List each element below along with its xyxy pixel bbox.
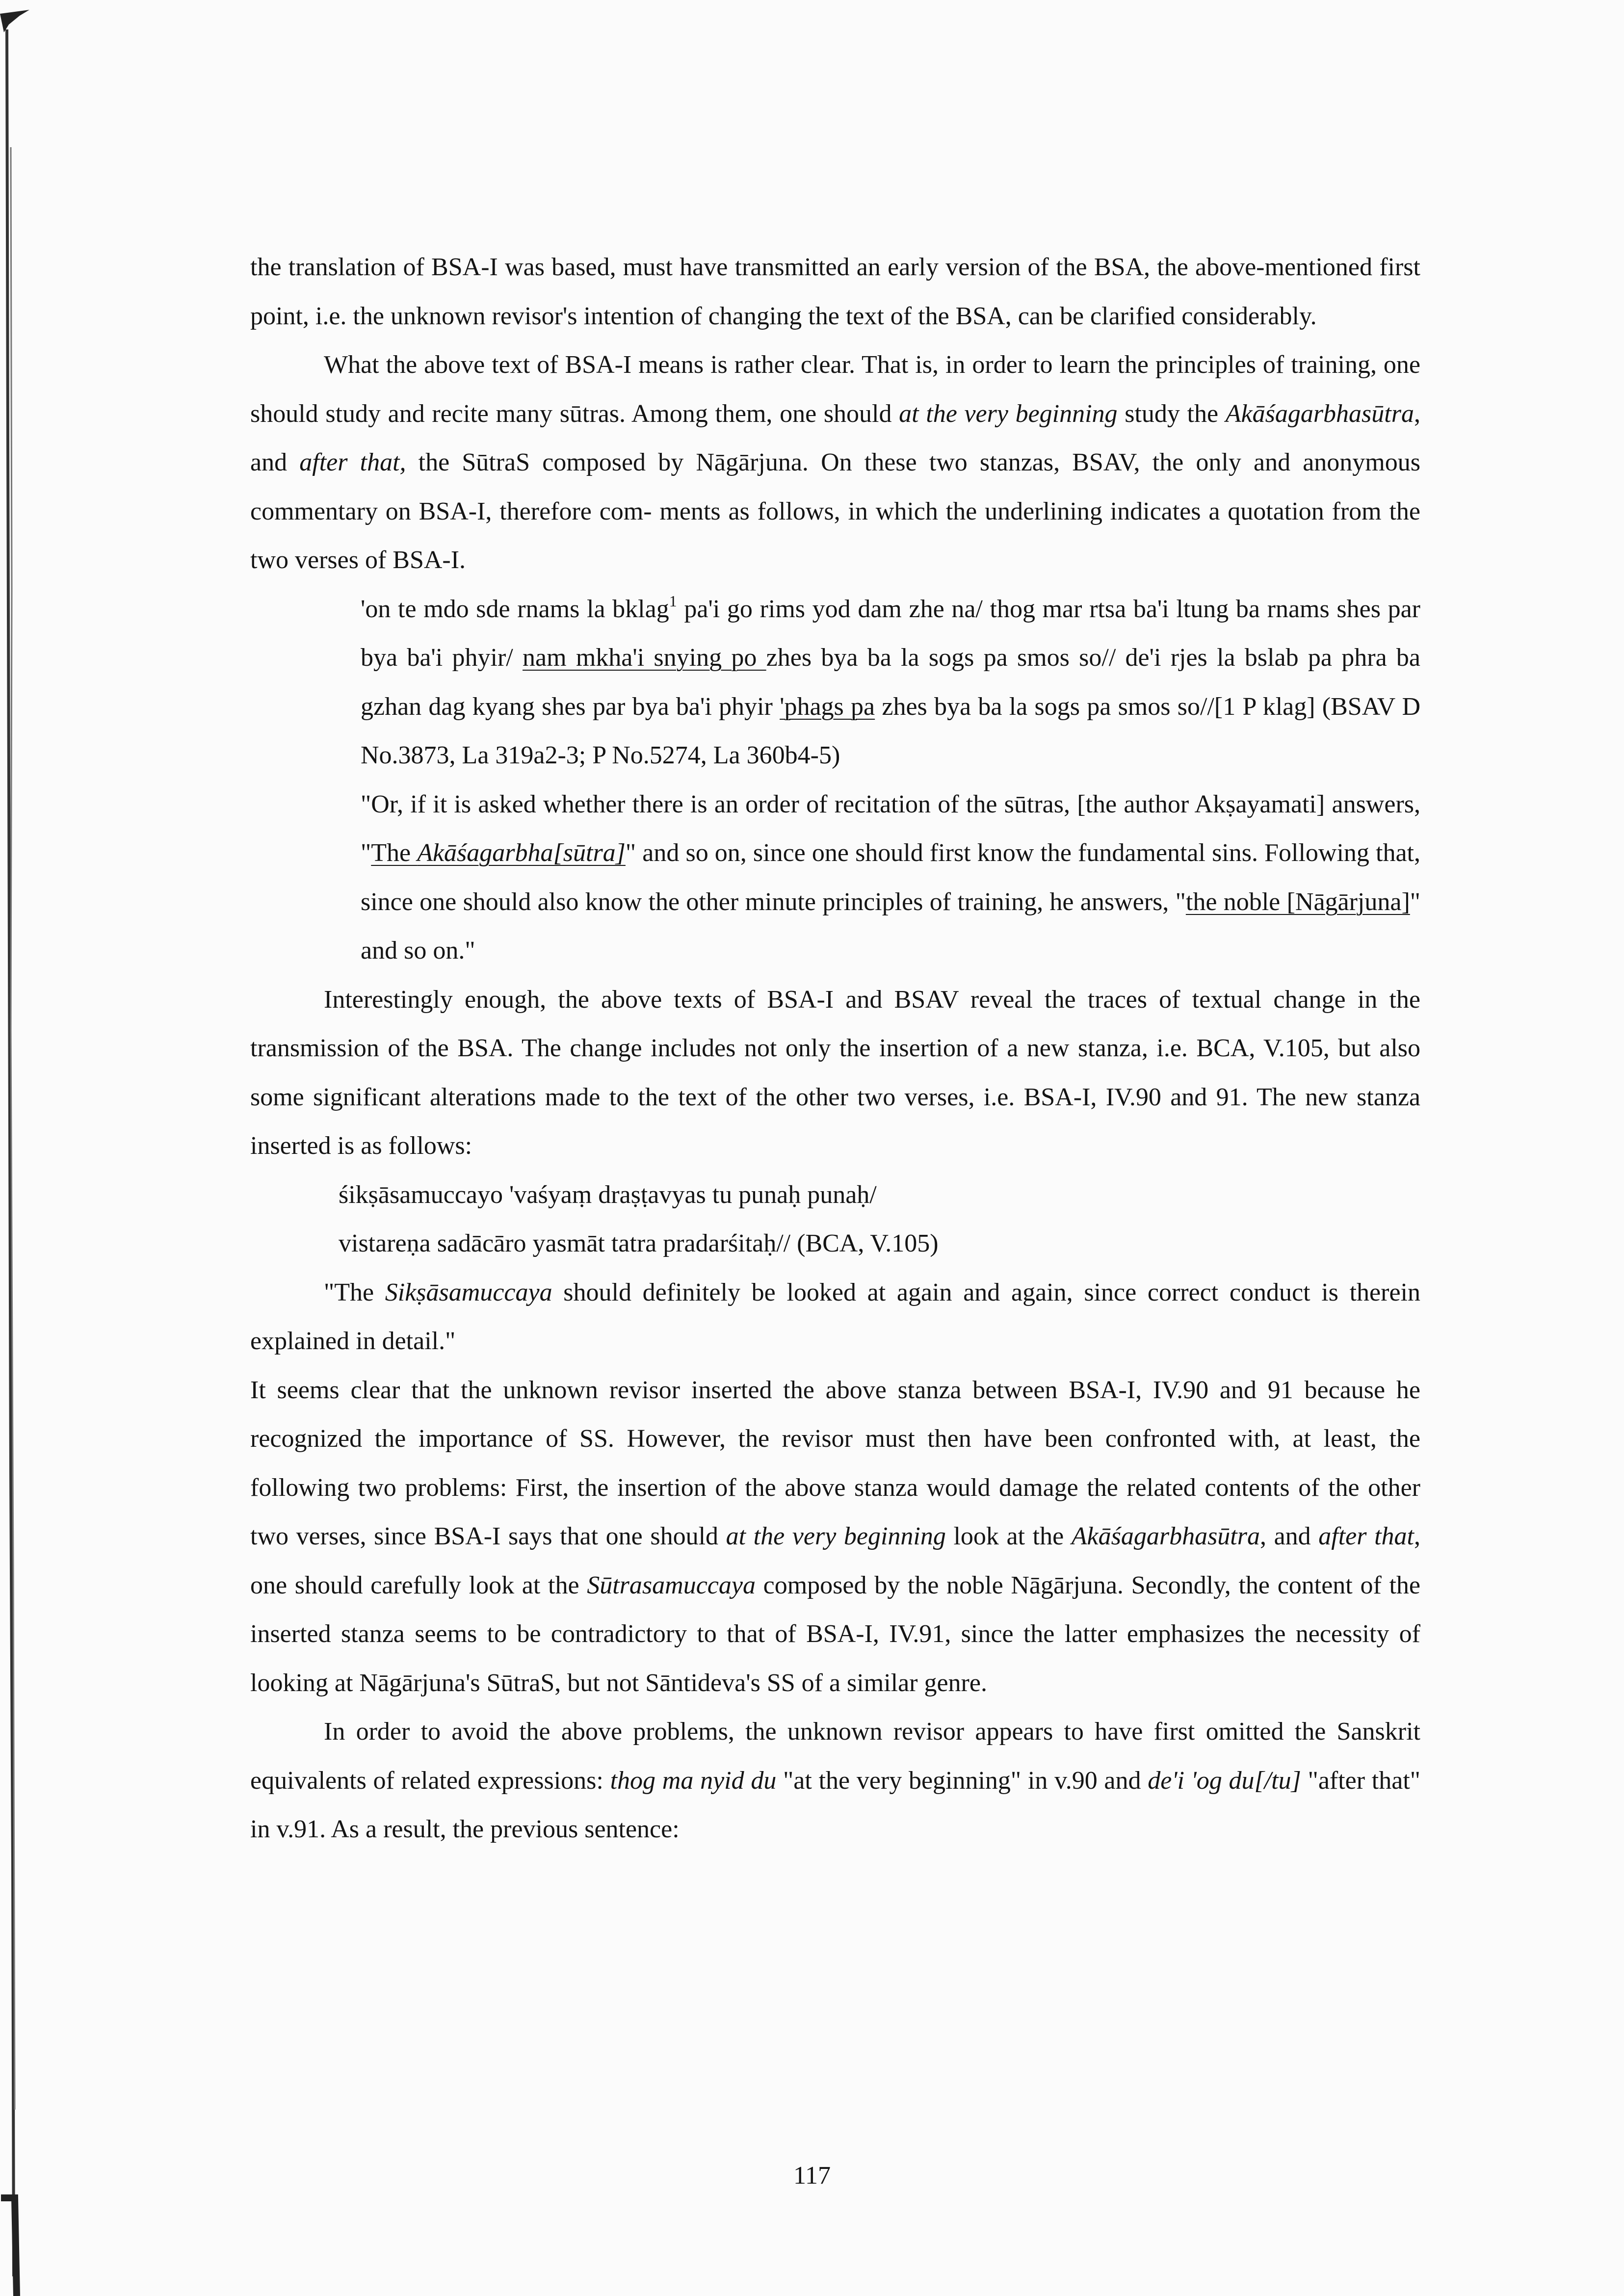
text-run: study the bbox=[1117, 399, 1226, 428]
text-run: " and so on, since one should first know the fundamental sins. Following that, since one should also know the other minute principles of training, he answers, " bbox=[361, 839, 1421, 916]
text-run: What the above text of BSA-I means is rather clear. That is, in order to learn the principles of training, one should study and recite many sūtras. Among them, one should bbox=[250, 351, 1420, 428]
text-run: "The bbox=[324, 1278, 385, 1306]
text-run: " and so on." bbox=[361, 887, 1421, 965]
text-run: It seems clear that the unknown revisor inserted the above stanza between BSA-I, IV.90 and 91 because he recognized the importance of SS. However, the revisor must then have been confronted with, at least, the following two problems: First, the insertion of the above stanza would damage the related contents of the other two verses, since BSA-I says that one should bbox=[250, 1376, 1420, 1550]
quoted-underline: 'phags pa bbox=[780, 692, 875, 721]
text-run: "Or, if it is asked whether there is an order of recitation of the sūtras, [the author Akṣayamati] answers, " bbox=[361, 790, 1420, 867]
stanza-text bbox=[339, 1229, 939, 1257]
scan-corner-mark bbox=[0, 5, 34, 34]
text-run: after that bbox=[1318, 1522, 1414, 1550]
quoted-underline: nam mkha'i snying po bbox=[523, 644, 766, 672]
text-run: composed by the noble Nāgārjuna. Secondly, the content of the inserted stanza seems to be contradictory to that of BSA-I, IV.91, since the latter emphasizes the necessity of looking at Nāgārjuna's SūtraS, but not Sāntideva's SS of a similar genre. bbox=[250, 1571, 1420, 1697]
text-run: zhes bya ba la sogs pa smos so// de'i rjes la bslab pa phra ba gzhan dag kyang shes par bya ba'i phyir bbox=[361, 644, 1421, 721]
sanskrit-stanza-line-1 bbox=[250, 1171, 1420, 1220]
quoted-underline: Akāśagarbha[sūtra] bbox=[417, 839, 626, 867]
quotation-translation bbox=[250, 780, 1420, 975]
text-run: de'i 'og du[/tu] bbox=[1148, 1766, 1301, 1795]
paragraph-text bbox=[361, 592, 1421, 770]
text-run: thog ma nyid du bbox=[610, 1766, 777, 1795]
stanza-text bbox=[339, 1181, 877, 1209]
scanned-binding-edge bbox=[0, 0, 29, 2296]
page-body bbox=[250, 243, 1420, 1854]
text-run: "at the very beginning" in v.90 and bbox=[776, 1766, 1148, 1795]
paragraph-1 bbox=[250, 243, 1420, 340]
text-run: Akāśagarbhasūtra bbox=[1071, 1522, 1260, 1550]
paragraph-5 bbox=[250, 975, 1420, 1171]
text-run: at the very beginning bbox=[726, 1522, 946, 1550]
paragraph-text bbox=[250, 986, 1420, 1160]
footnote-marker: 1 bbox=[669, 592, 677, 610]
text-run: the SūtraS composed by Nāgārjuna. On these two stanzas, BSAV, the only and anonymous commentary on BSA-I, therefore com- ments as follows, in which the underlining indicates a quotation from the two verses of BSA-I. bbox=[250, 448, 1420, 574]
text-run: In order to avoid the above problems, the unknown revisor appears to have first omitted the Sanskrit equivalents of related expressions: bbox=[250, 1718, 1420, 1795]
text-run: pa'i go rims yod dam zhe na/ thog mar rtsa ba'i ltung ba rnams shes par bya ba'i phyir/ bbox=[361, 595, 1420, 672]
paragraph-text bbox=[250, 1278, 1420, 1356]
sanskrit-stanza-line-2 bbox=[250, 1219, 1420, 1268]
page-number: 117 bbox=[793, 2162, 831, 2190]
text-run: zhes bya ba la sogs pa smos so//[1 P klag] (BSAV D No.3873, La 319a2-3; P No.5274, La 360b4-5) bbox=[361, 692, 1421, 769]
stanza-translation bbox=[250, 1268, 1420, 1366]
quoted-underline: The bbox=[371, 839, 418, 867]
text-run: śikṣāsamuccayo 'vaśyaṃ draṣṭavyas tu punaḥ punaḥ/ bbox=[339, 1180, 877, 1209]
text-run: at the very beginning bbox=[899, 399, 1118, 428]
tibetan-quotation bbox=[250, 585, 1420, 780]
paragraph-text bbox=[250, 1718, 1420, 1843]
paragraph-8 bbox=[250, 1366, 1420, 1708]
paragraph-2 bbox=[250, 340, 1420, 585]
text-run: Akāśagarbhasūtra bbox=[1225, 399, 1414, 428]
text-run: vistareṇa sadācāro yasmāt tatra pradarśitaḥ// (BCA, V.105) bbox=[339, 1229, 939, 1257]
paragraph-text bbox=[361, 790, 1420, 965]
paragraph-text bbox=[250, 1376, 1420, 1697]
text-run: look at the bbox=[945, 1522, 1072, 1550]
text-run: the translation of BSA-I was based, must have transmitted an early version of the BSA, the above-mentioned first point, i.e. the unknown revisor's intention of changing the text of the BSA, can be clarified considerably. bbox=[250, 253, 1420, 330]
text-run: , and bbox=[1260, 1522, 1319, 1550]
paragraph-text bbox=[250, 351, 1420, 574]
text-run: Sikṣāsamuccaya bbox=[385, 1278, 552, 1306]
text-run: Sūtrasamuccaya bbox=[587, 1571, 756, 1599]
text-run: , and bbox=[250, 399, 1420, 476]
quoted-underline: the noble [Nāgārjuna] bbox=[1185, 887, 1410, 916]
paragraph-9 bbox=[250, 1707, 1420, 1854]
text-run: , one should carefully look at the bbox=[250, 1522, 1420, 1599]
text-run: "after that" in v.91. As a result, the previous sentence: bbox=[250, 1766, 1420, 1843]
text-run: 'on te mdo sde rnams la bklag bbox=[361, 595, 669, 623]
text-run: should definitely be looked at again and again, since correct conduct is therein explained in detail." bbox=[250, 1278, 1420, 1355]
text-run: Interestingly enough, the above texts of BSA-I and BSAV reveal the traces of textual change in the transmission of the BSA. The change includes not only the insertion of a new stanza, i.e. BCA, V.105, but also some significant alterations made to the text of the other two verses, i.e. BSA-I, IV.90 and 91. The new stanza inserted is as follows: bbox=[250, 985, 1420, 1160]
text-run: after that, bbox=[299, 448, 406, 476]
paragraph-text bbox=[250, 253, 1420, 330]
